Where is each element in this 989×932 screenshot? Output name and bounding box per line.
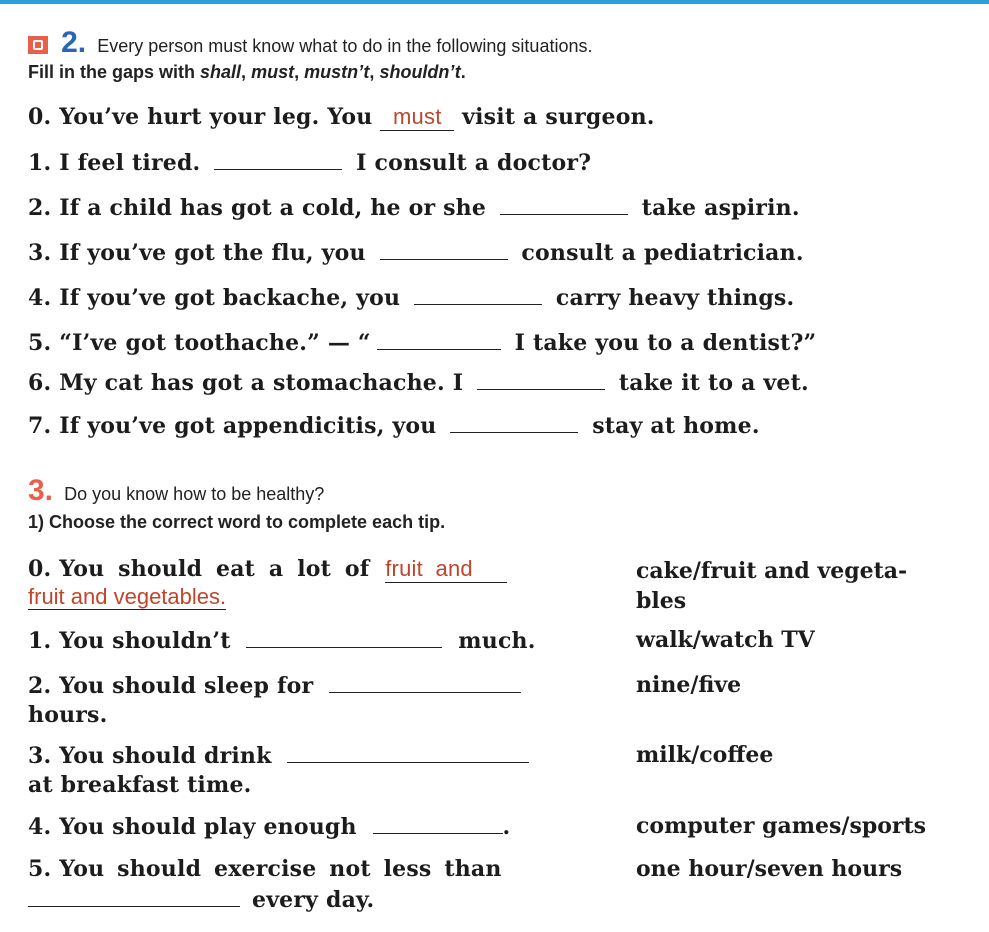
answer-blank[interactable] bbox=[477, 369, 605, 390]
ex2-item-0 bbox=[28, 104, 655, 131]
exercise-3-sub-instruction: 1) Choose the correct word to complete each tip. bbox=[28, 512, 446, 532]
ex2-item-2 bbox=[28, 194, 800, 221]
item-text-after: take aspirin. bbox=[641, 195, 800, 221]
ex2-item-6 bbox=[28, 369, 809, 396]
exercise-2-header bbox=[28, 26, 592, 60]
answer-text: must bbox=[393, 104, 442, 129]
ex3-item-2 bbox=[28, 672, 521, 699]
ex3-item-5-line2 bbox=[28, 886, 374, 913]
answer-blank[interactable]: fruit and bbox=[385, 556, 507, 583]
item-text-before: You should play enough bbox=[59, 814, 357, 840]
item-number: 4. bbox=[28, 814, 52, 840]
item-text-before: “I’ve got toothache.” — “ bbox=[59, 330, 371, 356]
answer-blank[interactable] bbox=[450, 412, 578, 433]
item-text-before: If a child has got a cold, he or she bbox=[59, 195, 487, 221]
item-number: 1. bbox=[28, 150, 52, 176]
ex3-item-1-options: walk/watch TV bbox=[636, 627, 815, 653]
top-border bbox=[0, 0, 989, 4]
item-number: 5. bbox=[28, 330, 52, 356]
exercise-2-number: 2. bbox=[61, 26, 87, 59]
ex2-item-3 bbox=[28, 239, 804, 266]
ex2-item-7 bbox=[28, 412, 760, 439]
item-text-after: every day. bbox=[252, 887, 375, 913]
ex3-item-0-line1 bbox=[28, 556, 507, 583]
item-text-after: . bbox=[502, 814, 511, 840]
ex3-item-1 bbox=[28, 627, 536, 654]
item-text-after: much. bbox=[458, 628, 536, 654]
ex3-item-2-line2: hours. bbox=[28, 702, 108, 728]
answer-blank[interactable] bbox=[28, 886, 240, 907]
ex3-item-0-options: cake/fruit and vegeta- bles bbox=[636, 558, 908, 614]
item-text-after: I consult a doctor? bbox=[356, 150, 592, 176]
item-text-after: visit a surgeon. bbox=[462, 104, 655, 130]
ex3-item-3-line2: at breakfast time. bbox=[28, 772, 252, 798]
answer-text: fruit and vegetables. bbox=[28, 584, 227, 609]
answer-blank[interactable] bbox=[380, 239, 508, 260]
item-text-before: If you’ve got backache, you bbox=[59, 285, 401, 311]
exercise-marker-icon bbox=[28, 36, 48, 54]
item-number: 5. bbox=[28, 856, 52, 882]
answer-blank[interactable] bbox=[214, 149, 342, 170]
exercise-3-title: Do you know how to be healthy? bbox=[64, 484, 325, 504]
item-number: 6. bbox=[28, 370, 52, 396]
answer-blank[interactable] bbox=[380, 104, 454, 131]
ex3-item-4 bbox=[28, 813, 510, 840]
item-number: 2. bbox=[28, 195, 52, 221]
item-number: 7. bbox=[28, 413, 52, 439]
item-text-after: I take you to a dentist?” bbox=[514, 330, 817, 356]
ex3-item-4-options: computer games/sports bbox=[636, 813, 927, 839]
item-number: 3. bbox=[28, 743, 52, 769]
item-text-after: take it to a vet. bbox=[618, 370, 809, 396]
ex3-item-3 bbox=[28, 742, 529, 769]
ex2-item-1 bbox=[28, 149, 591, 176]
item-text-before: You should sleep for bbox=[59, 673, 314, 699]
item-number: 4. bbox=[28, 285, 52, 311]
exercise-2-title: Every person must know what to do in the following situations. bbox=[97, 36, 593, 56]
answer-blank[interactable] bbox=[329, 672, 521, 693]
answer-blank[interactable] bbox=[287, 742, 529, 763]
item-text-after: carry heavy things. bbox=[555, 285, 795, 311]
ex2-item-5 bbox=[28, 329, 816, 356]
answer-blank[interactable] bbox=[246, 627, 442, 648]
item-number: 0. bbox=[28, 104, 52, 130]
item-text-before: You should drink bbox=[59, 743, 272, 769]
answer-blank[interactable] bbox=[414, 284, 542, 305]
answer-blank[interactable] bbox=[373, 813, 503, 834]
item-text-before: You should exercise not less than bbox=[59, 856, 502, 882]
item-number: 1. bbox=[28, 628, 52, 654]
ex3-item-0-answer-line2 bbox=[28, 584, 226, 610]
exercise-3-number: 3. bbox=[28, 474, 54, 507]
item-text-before: If you’ve got appendicitis, you bbox=[59, 413, 437, 439]
item-text-before: If you’ve got the flu, you bbox=[59, 240, 366, 266]
item-text-after: stay at home. bbox=[592, 413, 760, 439]
ex3-item-2-options: nine/five bbox=[636, 672, 742, 698]
exercise-2-instruction: Fill in the gaps with shall, must, mustn’t, shouldn’t. bbox=[28, 62, 466, 82]
ex3-item-5-options: one hour/seven hours bbox=[636, 856, 903, 882]
item-text-before: You’ve hurt your leg. You bbox=[59, 104, 373, 130]
answer-blank[interactable] bbox=[500, 194, 628, 215]
ex2-item-4 bbox=[28, 284, 794, 311]
item-text-before: You should eat a lot of bbox=[59, 556, 370, 582]
item-number: 0. bbox=[28, 556, 52, 582]
item-text-before: My cat has got a stomachache. I bbox=[59, 370, 464, 396]
ex3-item-5 bbox=[28, 856, 502, 882]
item-number: 2. bbox=[28, 673, 52, 699]
ex3-item-3-options: milk/coffee bbox=[636, 742, 774, 768]
item-number: 3. bbox=[28, 240, 52, 266]
answer-blank[interactable] bbox=[377, 329, 501, 350]
exercise-3-header bbox=[28, 474, 324, 508]
item-text-after: consult a pediatrician. bbox=[521, 240, 804, 266]
item-text-before: I feel tired. bbox=[59, 150, 201, 176]
item-text-before: You shouldn’t bbox=[59, 628, 231, 654]
